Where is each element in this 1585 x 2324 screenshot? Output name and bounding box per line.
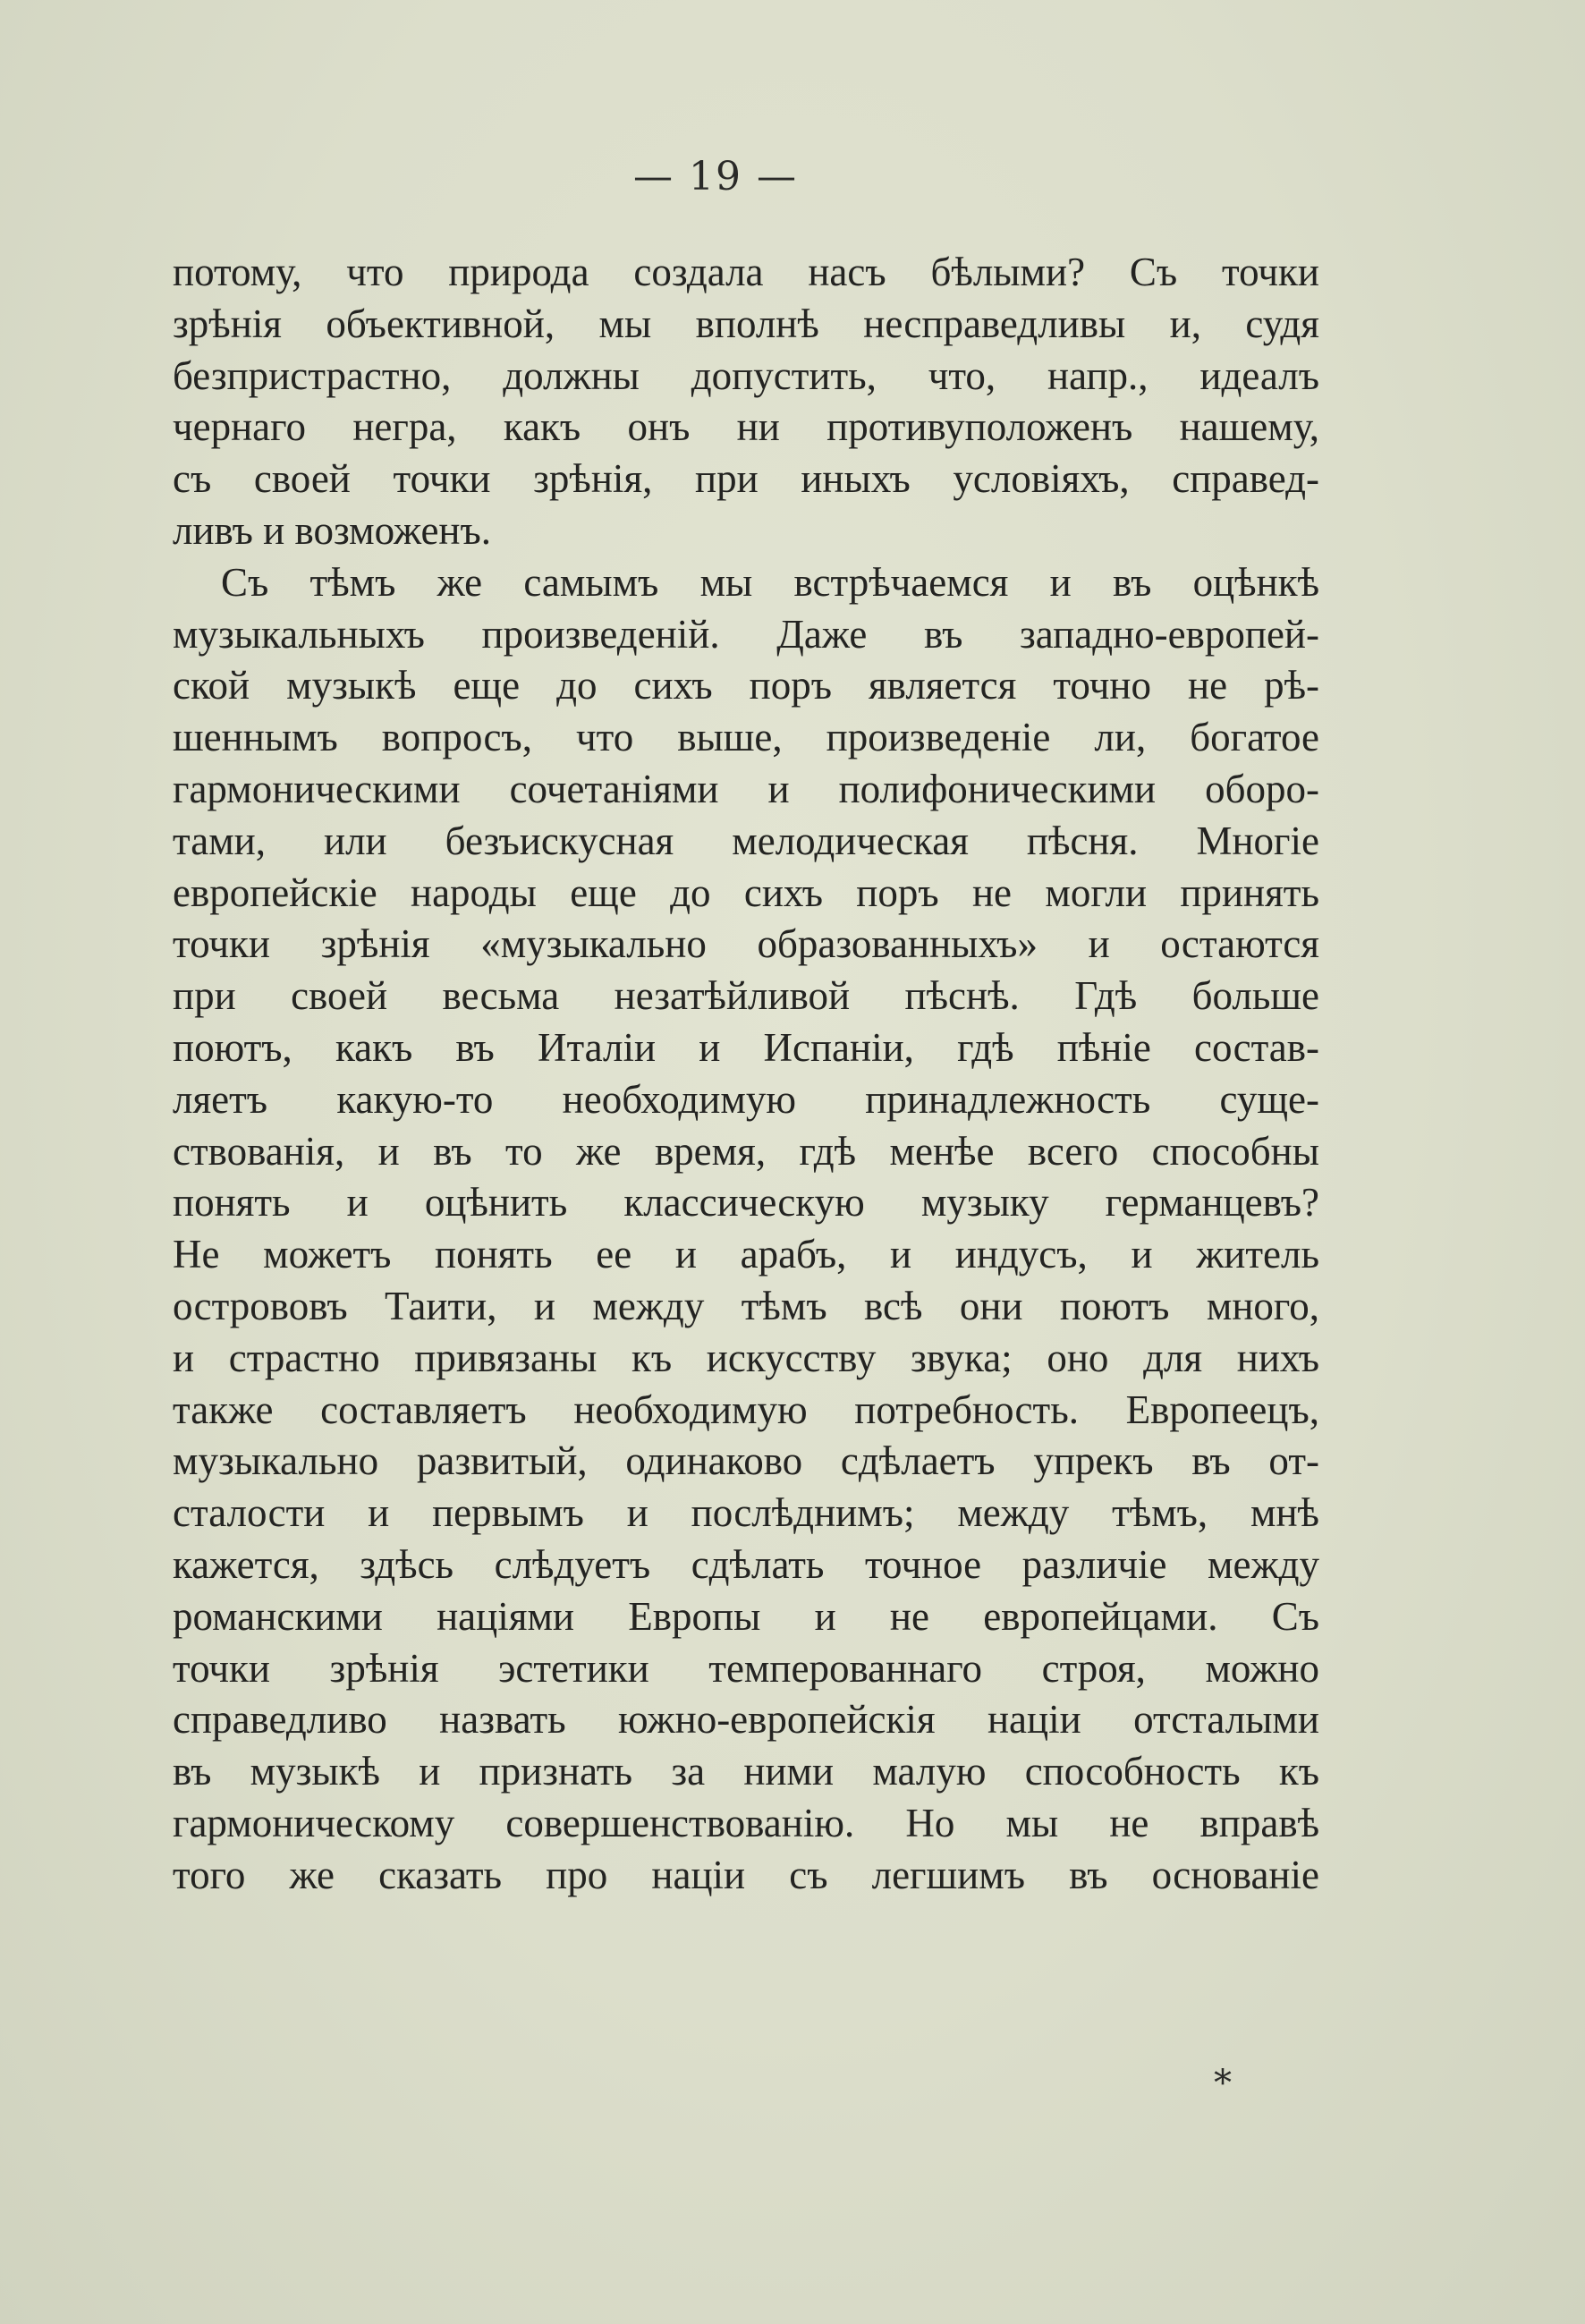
text-line: музыкально развитый, одинаково сдѣлаетъ упрекъ въ от- (173, 1438, 1319, 1484)
text-line: при своей весьма незатѣйливой пѣснѣ. Гдѣ больше (173, 973, 1319, 1019)
text-line: гармоническими сочетаніями и полифоническими оборо- (173, 766, 1319, 811)
text-line: ствованія, и въ то же время, гдѣ менѣе всего способны (173, 1128, 1319, 1174)
text-line: съ своей точки зрѣнія, при иныхъ условіяхъ, справед- (173, 456, 1319, 502)
text-line: тами, или безъискусная мелодическая пѣсня. Многіе (173, 818, 1319, 863)
text-line: потому, что природа создала насъ бѣлыми? Съ точки (173, 250, 1319, 294)
text-line: точки зрѣнія «музыкально образованныхъ» и остаются (173, 921, 1319, 967)
paragraph-start-line: Съ тѣмъ же самымъ мы встрѣчаемся и въ оцѣнкѣ (221, 559, 1319, 605)
text-line: гармоническому совершенствованію. Но мы не вправѣ (173, 1800, 1319, 1845)
text-line: зрѣнія объективной, мы вполнѣ несправедливы и, судя (173, 301, 1319, 346)
text-line: справедливо назвать южно-европейскія націи отсталыми (173, 1697, 1319, 1743)
page-number: — 19 — (633, 154, 798, 199)
text-line: европейскіе народы еще до сихъ поръ не могли принять (173, 869, 1319, 915)
text-line: музыкальныхъ произведеній. Даже въ западно-европей- (173, 611, 1319, 657)
text-line: того же сказать про націи съ легшимъ въ основаніе (173, 1852, 1319, 1897)
text-body (173, 247, 1319, 1902)
text-line: ляетъ какую-то необходимую принадлежность суще- (173, 1076, 1319, 1122)
text-line: ской музыкѣ еще до сихъ поръ является точно не рѣ- (173, 663, 1319, 708)
text-line: ливъ и возможенъ. (173, 507, 492, 553)
text-line: безпристрастно, должны допустить, что, напр., идеалъ (173, 352, 1319, 398)
text-line: острововъ Таити, и между тѣмъ всѣ они поютъ много, (173, 1283, 1319, 1328)
text-line: понять и оцѣнить классическую музыку германцевъ? (173, 1180, 1319, 1226)
text-line: шеннымъ вопросъ, что выше, произведеніе ли, богатое (173, 715, 1319, 760)
text-line: Не можетъ понять ее и арабъ, и индусъ, и житель (173, 1232, 1319, 1277)
text-line: романскими націями Европы и не европейцами. Съ (173, 1593, 1319, 1639)
text-line: сталости и первымъ и послѣднимъ; между тѣмъ, мнѣ (173, 1490, 1319, 1536)
text-line: и страстно привязаны къ искусству звука; оно для нихъ (173, 1335, 1319, 1380)
signature-mark: * (1214, 2063, 1232, 2104)
text-line: чернаго негра, какъ онъ ни противуположенъ нашему, (173, 404, 1319, 450)
text-line: поютъ, какъ въ Италіи и Испаніи, гдѣ пѣніе состав- (173, 1024, 1319, 1070)
text-line: также составляетъ необходимую потребность. Европеецъ, (173, 1387, 1319, 1432)
text-line: кажется, здѣсь слѣдуетъ сдѣлать точное различіе между (173, 1541, 1319, 1587)
text-line: точки зрѣнія эстетики темперованнаго строя, можно (173, 1645, 1319, 1691)
text-line: въ музыкѣ и признать за ними малую способность къ (173, 1749, 1319, 1794)
